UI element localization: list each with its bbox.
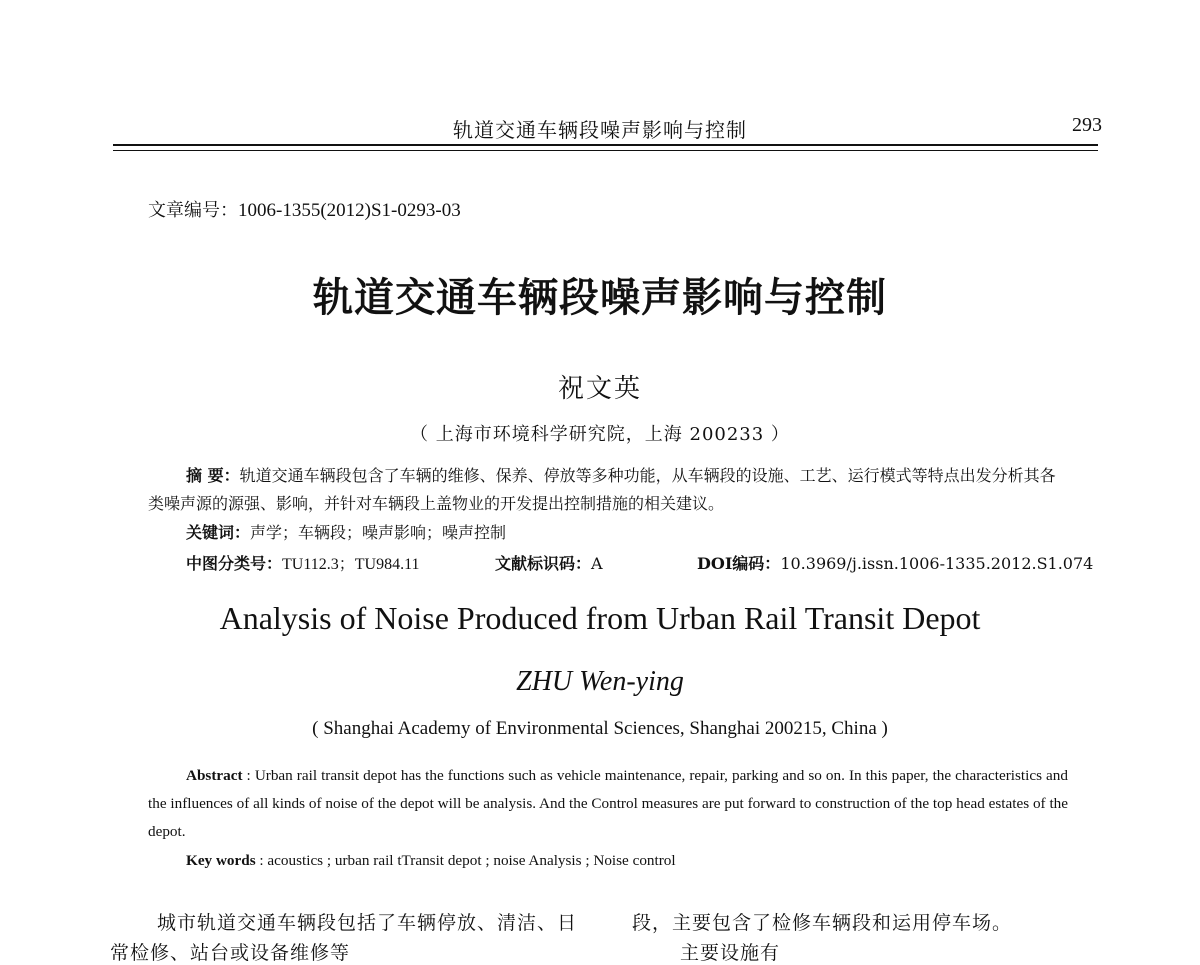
article-number-label: 文章编号： [148,200,238,221]
title-en: Analysis of Noise Produced from Urban Rail Transit Depot [219,600,981,636]
keywords-zh-label: 关键词： [186,523,251,542]
clc-label: 中图分类号： [186,554,283,573]
keywords-zh [186,520,506,543]
doi-value: 10.3969/j.issn.1006-1335.2012.S1.074 [780,554,1094,573]
doi-label: DOI编码： [697,554,781,573]
article-number [148,196,461,222]
abstract-zh [148,462,1063,518]
abstract-en [148,762,1068,846]
article-number-value: 1006-1355(2012)S1-0293-03 [238,200,461,221]
abstract-en-text: : Urban rail transit depot has the functions such as vehicle maintenance, repair, parking and so on. In this paper, the characteristics and the influences of all kinds of noise of the depot will be analysis. And the Control measures are put forward to construction of the top head estates of the depot. [148,767,1068,840]
author-zh: 祝文英 [557,374,642,404]
body-right-line-1: 段，主要包含了检修车辆段和运用停车场。 [632,912,1013,934]
keywords-zh-text: 声学；车辆段；噪声影响；噪声控制 [250,523,507,542]
affiliation-zh: （ 上海市环境科学研究院，上海 200233 ） [410,424,790,445]
body-left-line-1: 城市轨道交通车辆段包括了车辆停放、清洁、日 [157,912,578,934]
abstract-en-label: Abstract [186,767,243,784]
clc-value: TU112.3；TU984.11 [282,556,420,573]
abstract-zh-label: 摘 要： [186,466,240,485]
body-left-line-2: 常检修、站台或设备维修等 [110,942,351,964]
keywords-en [186,852,676,870]
doi [697,551,1093,574]
keywords-en-text: : acoustics ; urban rail tTransit depot ; noise Analysis ; Noise control [255,852,676,869]
page-number: 293 [1072,114,1102,136]
affiliation-en: ( Shanghai Academy of Environmental Sciences, Shanghai 200215, China ) [312,718,888,739]
doc-code-label: 文献标识码： [495,554,592,573]
body-right-line-2: 主要设施有 [680,942,781,964]
header-rule-thin [113,150,1098,151]
document-code [495,551,603,574]
doc-code-value: A [591,554,603,573]
clc-number [186,551,420,574]
header-rule-thick [113,144,1098,146]
abstract-zh-text: 轨道交通车辆段包含了车辆的维修、保养、停放等多种功能，从车辆段的设施、工艺、运行模式等特点出发分析其各类噪声源的源强、影响，并针对车辆段上盖物业的开发提出控制措施的相关建议。 [148,466,1056,513]
keywords-en-label: Key words [186,852,256,869]
author-en: ZHU Wen-ying [516,666,684,697]
running-header-title: 轨道交通车辆段噪声影响与控制 [453,118,747,142]
title-zh: 轨道交通车辆段噪声影响与控制 [313,275,887,321]
